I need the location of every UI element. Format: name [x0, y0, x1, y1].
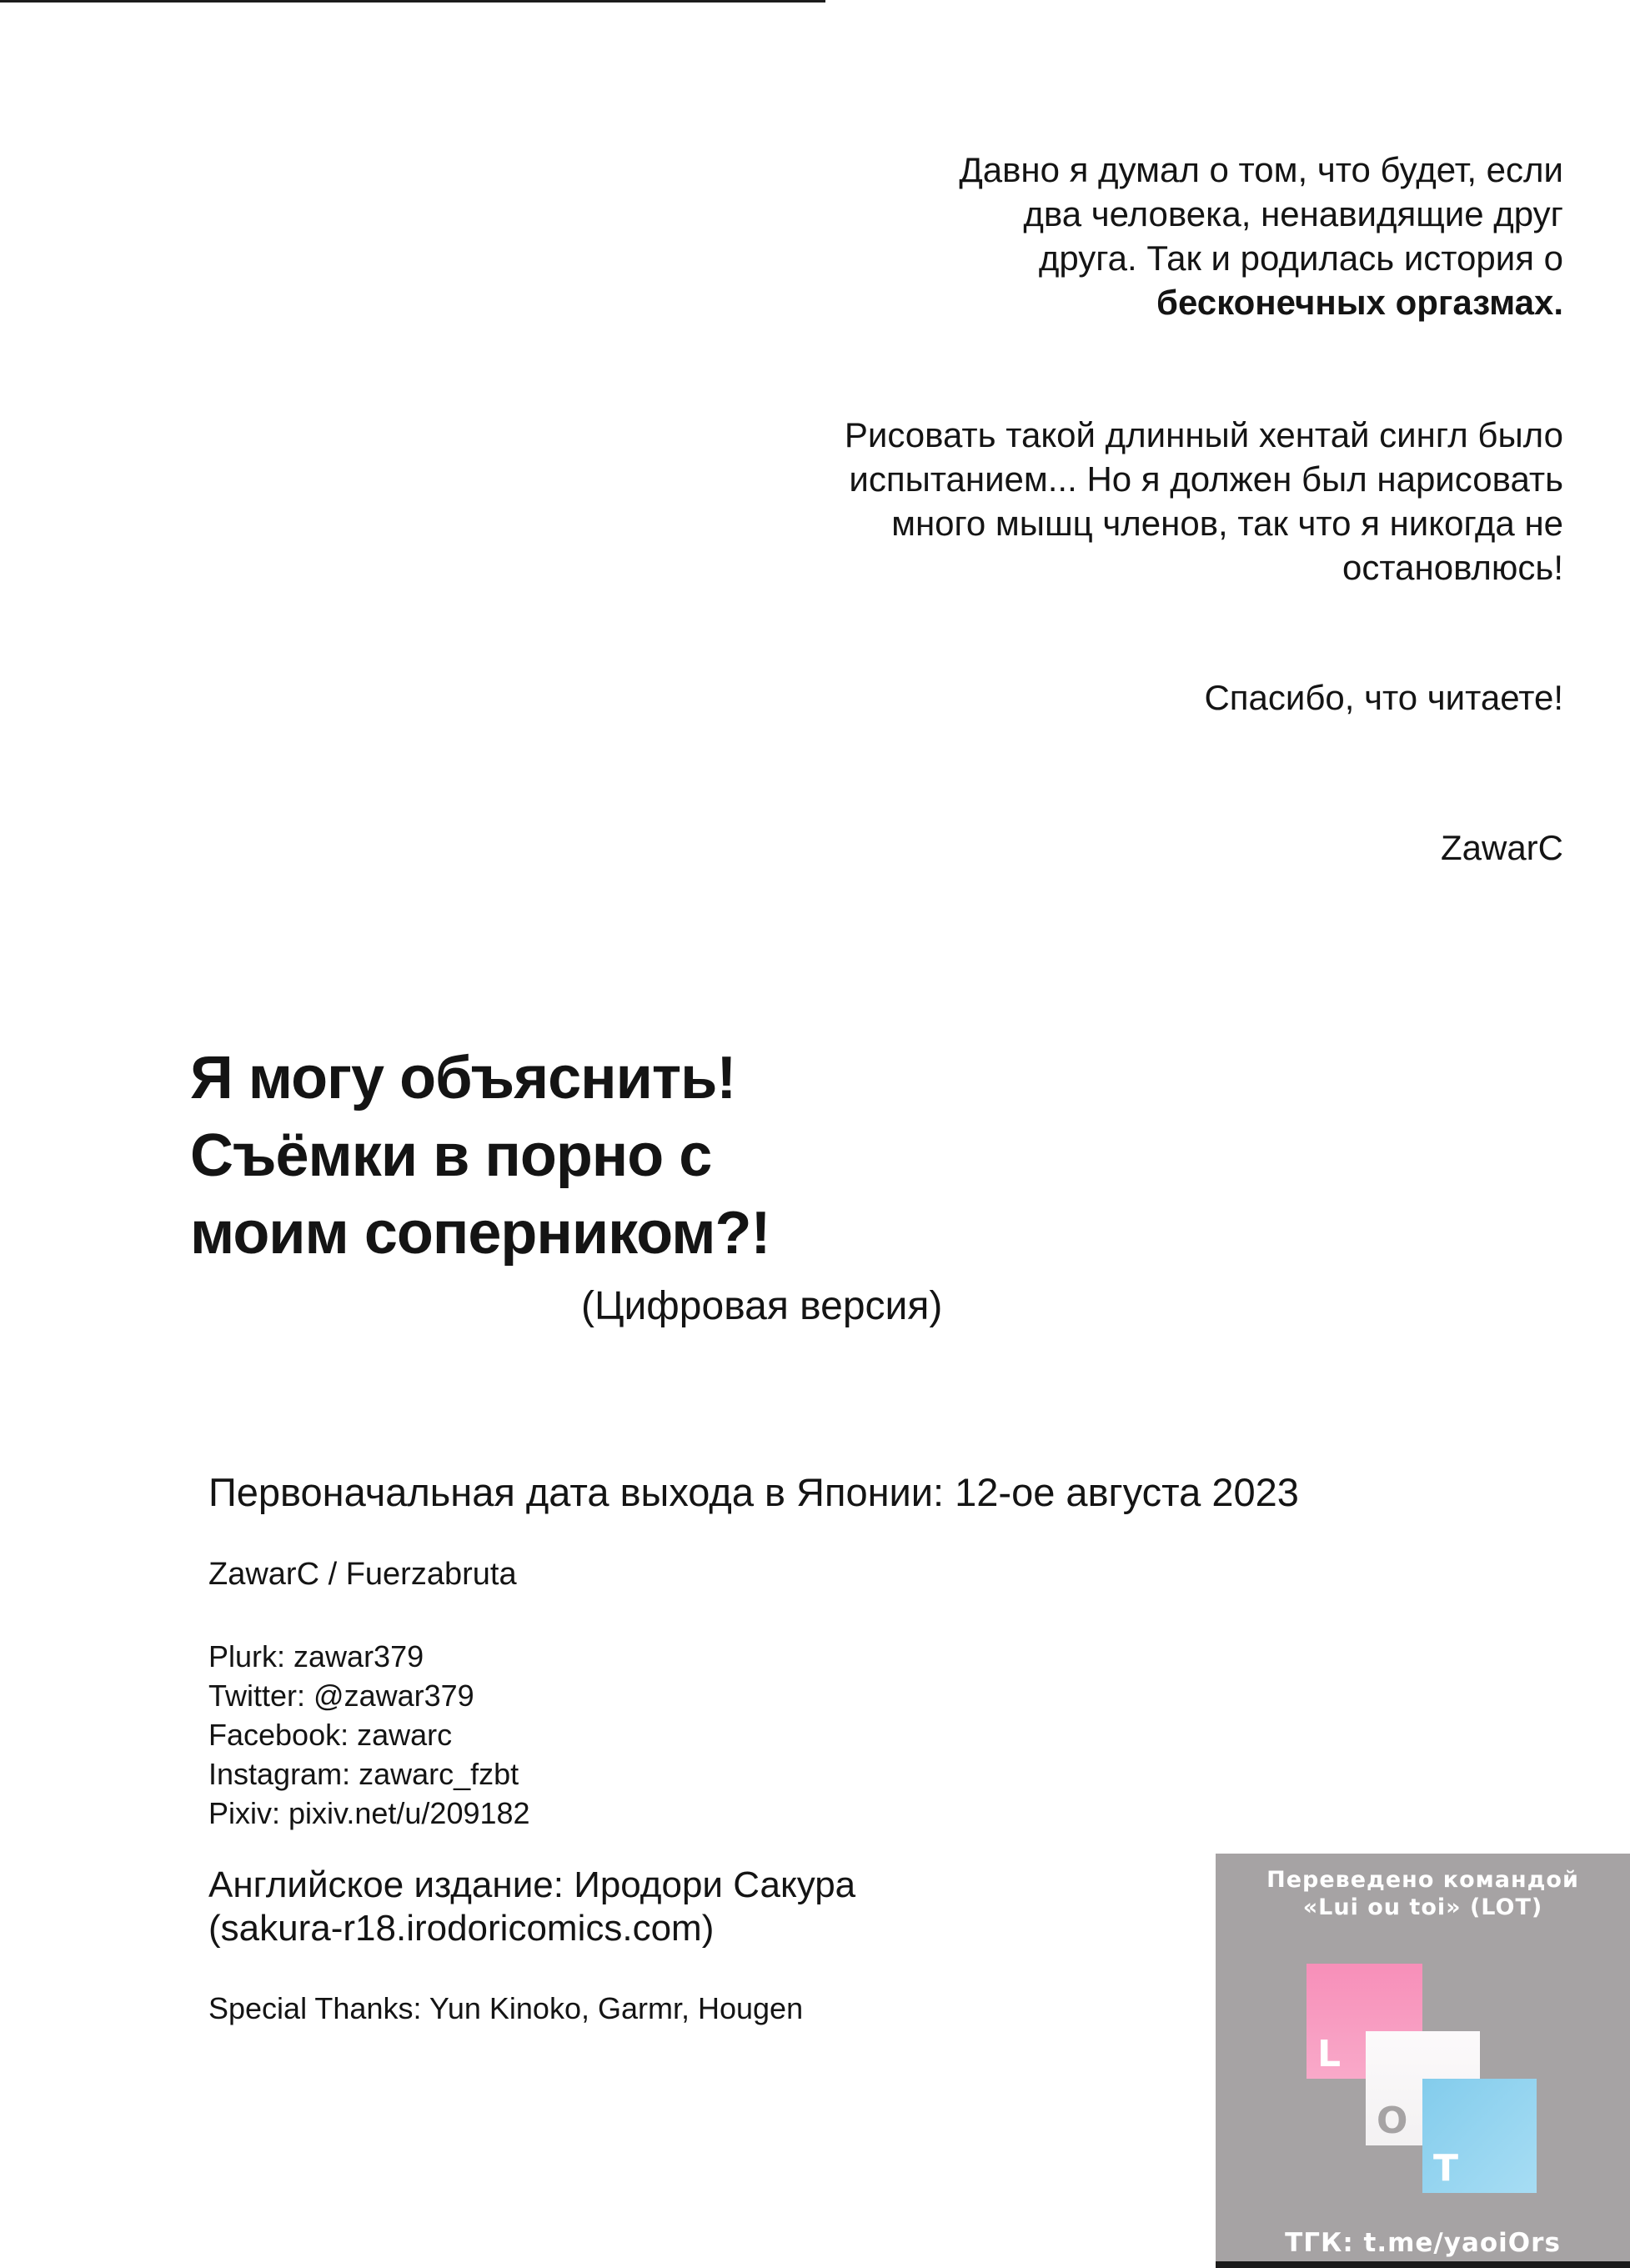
translator-team-header-line: «Lui ou toi» (LOT): [1302, 1894, 1543, 1920]
social-link-item: Twitter: @zawar379: [208, 1678, 474, 1713]
title-line: моим соперником?!: [190, 1200, 770, 1267]
scan-artifact-top-line: [0, 0, 825, 3]
afterword-line: остановлюсь!: [1342, 548, 1563, 587]
telegram-link-line: ТГК: t.me/yaoiOrs: [1285, 2228, 1561, 2258]
title-line: Съёмки в порно с: [190, 1122, 712, 1189]
social-link-item: Instagram: zawarc_fzbt: [208, 1757, 519, 1791]
book-title: [190, 1040, 770, 1272]
afterword-line: Рисовать такой длинный хентай сингл было: [844, 415, 1563, 454]
afterword-paragraph-2: [845, 413, 1563, 590]
afterword-line: два человека, ненавидящие друг: [1023, 194, 1563, 233]
afterword-line: испытанием... Но я должен был нарисовать: [849, 459, 1563, 499]
afterword-bold-line: бесконечных оргазмах.: [1156, 283, 1563, 322]
logo-letter-t: T: [1433, 2147, 1459, 2190]
title-line: Я могу объяснить!: [190, 1045, 736, 1111]
logo-square-blue: [1422, 2079, 1537, 2193]
translator-team-header: [1216, 1866, 1630, 1921]
afterword-line: Давно я думал о том, что будет, если: [959, 150, 1563, 189]
english-edition-line: (sakura-r18.irodoricomics.com): [208, 1908, 715, 1949]
afterword-line: друга. Так и родилась история о: [1038, 238, 1563, 278]
release-date-line: Первоначальная дата выхода в Японии: 12-ое августа 2023: [208, 1470, 1299, 1514]
english-edition-note: [208, 1864, 855, 1950]
author-credit-line: ZawarC / Fuerzabruta: [208, 1557, 517, 1592]
social-links-list: [208, 1637, 530, 1833]
social-link-item: Facebook: zawarc: [208, 1718, 453, 1752]
social-link-item: Plurk: zawar379: [208, 1639, 424, 1673]
english-edition-line: Английское издание: Иродори Сакура: [208, 1864, 856, 1905]
logo-letter-o: O: [1377, 2100, 1408, 2142]
special-thanks-line: Special Thanks: Yun Kinoko, Garmr, Hougen: [208, 1991, 804, 2025]
box-bottom-strip: [1216, 2261, 1630, 2268]
digital-version-note: (Цифровая версия): [581, 1284, 943, 1328]
logo-letter-l: L: [1317, 2033, 1342, 2075]
translator-credit-box: [1216, 1854, 1630, 2268]
translator-team-header-line: Переведено командой: [1266, 1867, 1579, 1893]
social-link-item: Pixiv: pixiv.net/u/209182: [208, 1796, 530, 1830]
afterword-paragraph-1: [959, 148, 1563, 324]
afterword-line: много мышц членов, так что я никогда не: [891, 504, 1563, 543]
author-signature: ZawarC: [1440, 828, 1563, 867]
thanks-line: Спасибо, что читаете!: [1204, 678, 1563, 717]
